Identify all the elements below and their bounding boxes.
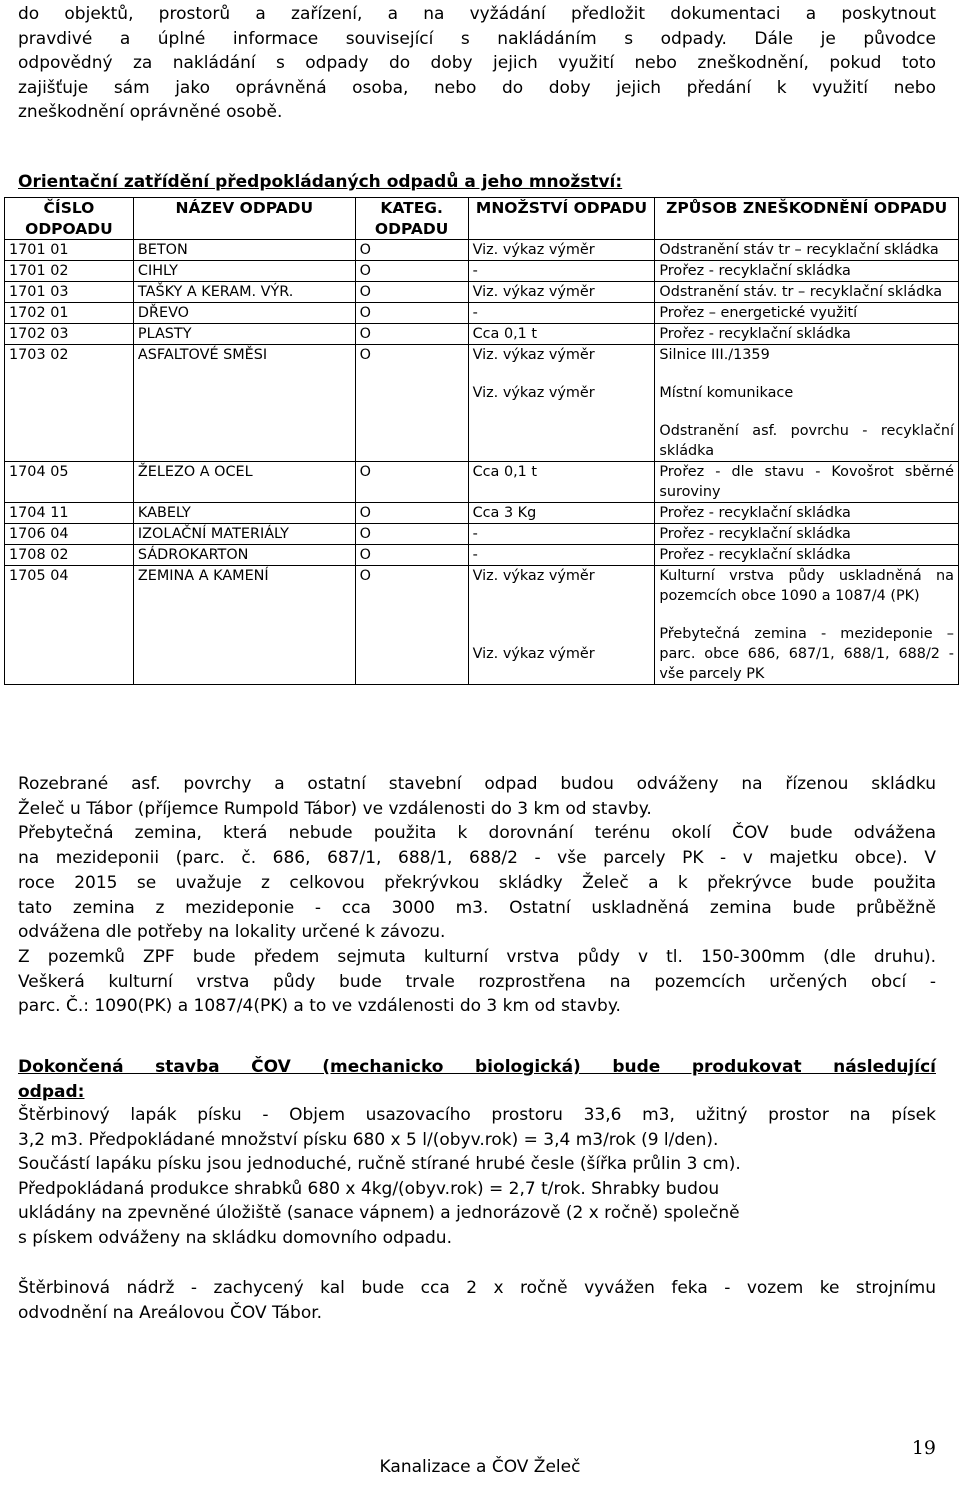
cell-method: Prořez - dle stavu - Kovošrot sběrné suroviny <box>655 462 959 503</box>
cell-name: TAŠKY A KERAM. VÝR. <box>133 282 355 303</box>
text-line: Přebytečná zemina, která nebude použita k dorovnání terénu okolí ČOV bude odvážena <box>18 823 936 844</box>
cell-code: 1704 11 <box>5 503 134 524</box>
cell-name: ZEMINA A KAMENÍ <box>133 566 355 685</box>
paragraph-disposal <box>18 772 936 1019</box>
cell-name: KABELY <box>133 503 355 524</box>
text-line: Rozebrané asf. povrchy a ostatní stavební odpad budou odváženy na řízenou skládku <box>18 774 936 794</box>
cell-method: Prořez - recyklační skládka <box>655 503 959 524</box>
cell-method <box>655 566 959 685</box>
cell-method: Prořez - recyklační skládka <box>655 261 959 282</box>
intro-line: odpovědný za nakládání s odpady do doby jejich využití nebo zneškodnění, pokud toto <box>18 53 936 73</box>
table-row <box>5 324 959 345</box>
section-heading <box>18 1055 936 1104</box>
cell-name: PLASTY <box>133 324 355 345</box>
cell-code: 1702 01 <box>5 303 134 324</box>
cell-quantity <box>468 345 655 462</box>
cell-code: 1702 03 <box>5 324 134 345</box>
cell-code: 1706 04 <box>5 524 134 545</box>
text-line: ukládány na zpevněné úložiště (sanace vápnem) a jednorázově (2 x ročně) společně <box>18 1203 740 1223</box>
table-row <box>5 240 959 261</box>
text-line: odvodnění na Areálovou ČOV Tábor. <box>18 1302 323 1323</box>
header-category: KATEG. ODPADU <box>355 198 468 240</box>
text-line: tato zemina z mezideponie - cca 3000 m3. Ostatní uskladněná zemina bude průběžně <box>18 897 936 918</box>
header-name: NÁZEV ODPADU <box>133 198 355 240</box>
table-row <box>5 545 959 566</box>
cell-name: ŽELEZO A OCEL <box>133 462 355 503</box>
table-row <box>5 345 959 462</box>
table-row <box>5 566 959 685</box>
cell-code: 1705 04 <box>5 566 134 685</box>
method-line: Odstranění asf. povrchu - recyklační skládka <box>659 423 954 459</box>
heading-line: odpad: <box>18 1081 85 1102</box>
text-line: Z pozemků ZPF bude předem sejmuta kulturní vrstva půdy v tl. 150-300mm (dle druhu). <box>18 946 936 967</box>
cell-quantity <box>468 566 655 685</box>
cell-category: O <box>355 545 468 566</box>
cell-name: ASFALTOVÉ SMĚSI <box>133 345 355 462</box>
table-row <box>5 503 959 524</box>
cell-code: 1704 05 <box>5 462 134 503</box>
cell-quantity: Cca 3 Kg <box>468 503 655 524</box>
heading-line: Dokončená stavba ČOV (mechanicko biologická) bude produkovat následující <box>18 1057 936 1077</box>
cell-name: DŘEVO <box>133 303 355 324</box>
method-line: Silnice III./1359 <box>659 347 770 363</box>
header-code: ČÍSLO ODPOADU <box>5 198 134 240</box>
text-line: Štěrbinový lapák písku - Objem usazovacího prostoru 33,6 m3, užitný prostor na písek <box>18 1105 936 1125</box>
cell-method: Odstranění stáv. tr – recyklační skládka <box>655 282 959 303</box>
method-line: Místní komunikace <box>659 385 794 401</box>
intro-line: pravdivé a úplné informace související s nakládáním s odpady. Dále je původce <box>18 28 936 49</box>
cell-name: BETON <box>133 240 355 261</box>
cell-method <box>655 345 959 462</box>
cell-category: O <box>355 524 468 545</box>
cell-quantity: Viz. výkaz výměr <box>468 282 655 303</box>
table-row <box>5 524 959 545</box>
cell-category: O <box>355 566 468 685</box>
intro-line: do objektů, prostorů a zařízení, a na vyžádání předložit dokumentaci a poskytnout <box>18 4 936 24</box>
table-title: Orientační zatřídění předpokládaných odpadů a jeho množství: <box>18 172 623 192</box>
text-line: roce 2015 se uvažuje z celkovou překrývkou skládky Želeč a k překrývce bude použita <box>18 872 936 893</box>
cell-quantity: Viz. výkaz výměr <box>468 240 655 261</box>
table-row <box>5 261 959 282</box>
cell-name: SÁDROKARTON <box>133 545 355 566</box>
cell-category: O <box>355 261 468 282</box>
cell-code: 1703 02 <box>5 345 134 462</box>
text-line: s pískem odváženy na skládku domovního odpadu. <box>18 1227 452 1248</box>
cell-method: Prořez – energetické využití <box>655 303 959 324</box>
header-quantity: MNOŽSTVÍ ODPADU <box>468 198 655 240</box>
header-method: ZPŮSOB ZNEŠKODNĚNÍ ODPADU <box>655 198 959 240</box>
cell-quantity: - <box>468 303 655 324</box>
cell-category: O <box>355 303 468 324</box>
table-row <box>5 282 959 303</box>
cell-quantity: Cca 0,1 t <box>468 462 655 503</box>
cell-quantity: Cca 0,1 t <box>468 324 655 345</box>
table-row <box>5 462 959 503</box>
cell-category: O <box>355 345 468 462</box>
cell-code: 1708 02 <box>5 545 134 566</box>
text-line: Želeč u Tábor (příjemce Rumpold Tábor) ve vzdálenosti do 3 km od stavby. <box>18 798 652 819</box>
cell-quantity: - <box>468 545 655 566</box>
quantity-line: Viz. výkaz výměr <box>472 347 595 363</box>
intro-line: zneškodnění oprávněné osobě. <box>18 102 283 122</box>
text-line: Štěrbinová nádrž - zachycený kal bude cca 2 x ročně vyvážen feka - vozem ke strojnímu <box>18 1278 936 1298</box>
text-line: na mezideponii (parc. č. 686, 687/1, 688/1, 688/2 - vše parcely PK - v majetku obce). V <box>18 848 936 869</box>
cell-code: 1701 03 <box>5 282 134 303</box>
table-row <box>5 303 959 324</box>
text-line: Veškerá kulturní vrstva půdy bude trvale rozprostřena na pozemcích určených obcí - <box>18 971 936 992</box>
cell-quantity: - <box>468 261 655 282</box>
cell-name: IZOLAČNÍ MATERIÁLY <box>133 524 355 545</box>
quantity-line: Viz. výkaz výměr <box>472 646 595 662</box>
quantity-line: Viz. výkaz výměr <box>472 568 595 584</box>
text-line: Součástí lapáku písku jsou jednoduché, ručně stírané hrubé česle (šířka průlin 3 cm). <box>18 1154 741 1174</box>
intro-line: zajišťuje sám jako oprávněná osoba, nebo do doby jejich předání k využití nebo <box>18 77 936 98</box>
page-number: 19 <box>911 1437 936 1459</box>
cell-method: Odstranění stáv tr – recyklační skládka <box>655 240 959 261</box>
cell-method: Prořez - recyklační skládka <box>655 324 959 345</box>
footer-title: Kanalizace a ČOV Želeč <box>379 1457 581 1477</box>
quantity-line: Viz. výkaz výměr <box>472 385 595 401</box>
paragraph-settling-tank <box>18 1276 936 1325</box>
text-line: odvážena dle potřeby na lokality určené k závozu. <box>18 922 446 943</box>
cell-category: O <box>355 282 468 303</box>
paragraph-sand-trap <box>18 1103 936 1250</box>
cell-category: O <box>355 324 468 345</box>
cell-method: Prořez - recyklační skládka <box>655 524 959 545</box>
table-header-row <box>5 198 959 240</box>
method-line: Kulturní vrstva půdy uskladněná na pozemcích obce 1090 a 1087/4 (PK) <box>659 568 954 604</box>
text-line: Předpokládaná produkce shrabků 680 x 4kg/(obyv.rok) = 2,7 t/rok. Shrabky budou <box>18 1178 720 1199</box>
cell-code: 1701 01 <box>5 240 134 261</box>
cell-code: 1701 02 <box>5 261 134 282</box>
cell-quantity: - <box>468 524 655 545</box>
cell-category: O <box>355 240 468 261</box>
cell-category: O <box>355 503 468 524</box>
text-line: 3,2 m3. Předpokládané množství písku 680 x 5 l/(obyv.rok) = 3,4 m3/rok (9 l/den). <box>18 1129 719 1150</box>
cell-method: Prořez - recyklační skládka <box>655 545 959 566</box>
intro-paragraph <box>18 2 936 125</box>
cell-name: CIHLY <box>133 261 355 282</box>
cell-category: O <box>355 462 468 503</box>
method-line: Přebytečná zemina - mezideponie – parc. obce 686, 687/1, 688/1, 688/2 - vše parcely PK <box>659 626 954 682</box>
text-line: parc. Č.: 1090(PK) a 1087/4(PK) a to ve vzdálenosti do 3 km od stavby. <box>18 996 621 1017</box>
waste-table <box>4 197 959 685</box>
